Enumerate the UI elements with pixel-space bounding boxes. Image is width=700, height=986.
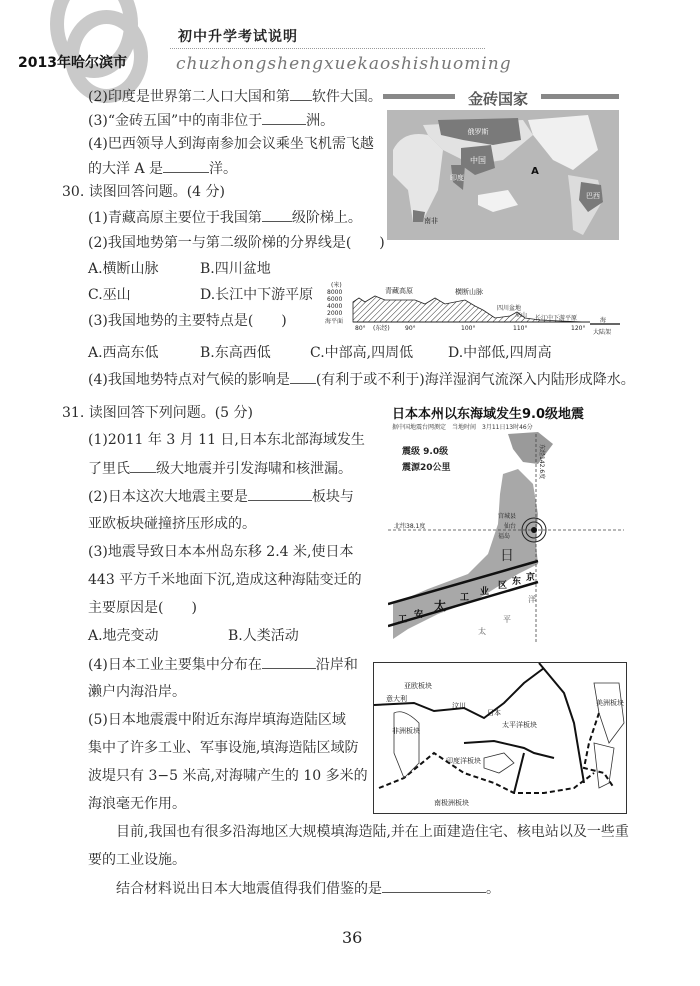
belt-char: 太 [434,599,447,613]
label-italy: 意大利 [386,695,407,703]
label-sichuan-basin: 四川盆地 [497,305,522,312]
q31-part1-cont [88,458,352,479]
label-yangtze-plain: 长江中下游平原 [535,315,578,322]
q31-part3-cont: 443 平方千米地面下沉,造成这种海陆变迁的 [88,572,362,588]
japan-earthquake-map [388,404,624,646]
text: (4)我国地势特点对气候的影响是 [88,372,290,388]
answer-blank[interactable] [262,110,306,125]
answer-blank[interactable] [262,654,316,669]
q31-part3-cont2: 主要原因是( ) [88,600,197,616]
text: (1)青藏高原主要位于我国第 [88,210,262,226]
ocean-char: 太 [478,627,486,636]
q31-part2-cont: 亚欧板块碰撞挤压形成的。 [88,516,256,532]
q31-part5-line1: (5)日本地震震中附近东海岸填海造陆区域 [88,712,346,728]
q30-part2: (2)我国地势第一与第二级阶梯的分界线是( ) [88,235,385,251]
q30-p3-option-c[interactable]: C.中部高,四周低 [310,345,414,361]
header-year-city: 2013年哈尔滨市 [18,55,127,71]
belt-char: 京 [526,573,536,583]
material-line2: 要的工业设施。 [88,852,186,868]
label-wushan: 巫山 [515,312,528,319]
text: 级大地震并引发海啸和核泄漏。 [156,461,352,477]
q30-part1 [88,207,362,228]
q30-option-d[interactable]: D.长江中下游平原 [200,287,314,303]
x-tick: 120° [571,325,586,332]
text: 板块与 [311,489,354,505]
label-india: 印度 [450,174,464,182]
label-brazil: 巴西 [586,192,600,200]
text: 结合材料说出日本大地震值得我们借鉴的是 [116,881,382,897]
plate-boundary [514,753,524,793]
title-bar-left [383,94,455,99]
answer-blank[interactable] [290,86,312,101]
answer-blank[interactable] [130,458,156,473]
plate-boundary [539,663,584,783]
belt-char: 安 [414,610,424,620]
page-number: 36 [342,928,363,947]
text: 级阶梯上。 [291,210,362,226]
answer-blank[interactable] [290,369,316,384]
label-african-plate: 非洲板块 [392,727,420,735]
epicenter-icon [531,527,537,533]
q30-p3-option-d[interactable]: D.中部低,四周高 [448,345,552,361]
header-pinyin: chuzhongshengxuekaoshishuoming [176,54,512,74]
map-subtitle: 据中国地震台网测定 当地时间 3月11日13时46分 [392,424,533,431]
text: (有利于或不利于)海洋湿润气流深入内陆形成降水。 [315,372,635,388]
q31-part5-line2: 集中了许多工业、军事设施,填海造陆区域防 [88,740,359,756]
q30-option-c[interactable]: C.巫山 [88,287,131,303]
text: 洲。 [306,113,335,129]
q31-part4 [88,654,358,675]
q29-part4-cont [88,158,237,179]
city-sendai: 仙台 [504,523,517,530]
text: (3)“金砖五国”中的南非位于 [88,113,263,129]
plate-boundary [464,741,554,758]
text: (2)日本这次大地震主要是 [88,489,248,505]
text: 了里氏 [88,461,130,477]
terrain-profile-chart [325,280,620,342]
hokkaido-land [508,432,553,464]
text: 。 [486,881,500,897]
map-title: 金砖国家 [467,90,529,108]
text: (2)印度是世界第二人口大国和第 [88,89,290,105]
q29-part4: (4)巴西领导人到海南参加会议乘坐飞机需飞越 [88,136,374,152]
text: (4)日本工业主要集中分布在 [88,657,262,673]
q31-final [116,878,500,899]
label-sea: 海 [600,317,607,324]
longitude-label: 东经142.6度 [538,444,545,480]
map-title: 日本本州以东海域发生9.0级地震 [392,407,585,422]
label-shelf: 大陆架 [593,329,612,336]
text: 洋。 [209,161,238,177]
brics-map [383,90,621,242]
city-fukushima: 福岛 [498,533,511,540]
x-tick: 90° [405,325,416,332]
belt-char: 东 [512,577,522,587]
belt-char: 工 [398,615,408,625]
label-antarctic-plate: 南极洲板块 [434,799,469,807]
label-eurasian-plate: 亚欧板块 [404,682,432,690]
q30-option-b[interactable]: B.四川盆地 [200,261,271,277]
answer-blank[interactable] [262,207,292,222]
label-indian-ocean-plate: 印度洋板块 [446,757,481,765]
label-japan: 日本 [487,709,501,717]
x-tick: 100° [461,325,476,332]
y-tick: 8000 [327,289,343,296]
q30-p3-option-b[interactable]: B.东高西低 [200,345,271,361]
label-qinghai-tibet: 青藏高原 [385,287,413,295]
title-bar-right [541,94,619,99]
y-unit: (米) [331,282,342,289]
y-tick: 海平面 [325,318,344,325]
plate-tectonics-map [373,662,627,814]
header-title: 初中升学考试说明 [178,29,298,45]
label-russia: 俄罗斯 [467,128,489,136]
q31-stem: 31. 读图回答下列问题。(5 分) [62,405,253,421]
label-hengduan: 横断山脉 [455,288,483,296]
latitude-label: 北纬38.1度 [394,523,426,530]
q31-part1: (1)2011 年 3 月 11 日,日本东北部海域发生 [88,432,365,448]
australia-outline [484,753,514,773]
header-divider [170,48,485,49]
plate-boundary [374,668,544,718]
ocean-char: 洋 [528,595,536,604]
q31-option-b[interactable]: B.人类活动 [228,628,299,644]
plate-boundary-dashed [379,753,594,793]
q31-part3: (3)地震导致日本本州岛东移 2.4 米,使日本 [88,544,354,560]
belt-char: 区 [498,581,508,591]
label-american-plate: 美洲板块 [596,699,624,707]
q30-part3: (3)我国地势的主要特点是( ) [88,313,287,329]
ocean-char: 平 [503,615,511,624]
q31-part2 [88,486,354,507]
x-tick: 80° [355,325,366,332]
q31-part4-cont: 濑户内海沿岸。 [88,684,186,700]
q31-part5-line3: 波堤只有 3−5 米高,对海啸产生的 10 多米的 [88,768,368,784]
city-miyagi: 宫城县 [498,513,517,520]
label-pacific-plate: 太平洋板块 [502,721,537,729]
south-america-outline [594,743,614,788]
label-wenchuan: 汶川 [452,702,466,710]
material-line1: 目前,我国也有很多沿海地区大规模填海造陆,并在上面建造住宅、核电站以及一些重 [116,824,629,840]
country-label: 日 [500,548,514,564]
q31-part5-line4: 海浪毫无作用。 [88,796,186,812]
belt-char: 业 [480,587,490,597]
q30-option-a[interactable]: A.横断山脉 [88,261,159,277]
belt-char: 工 [460,593,470,603]
depth-label: 震源20公里 [402,463,451,473]
label-china: 中国 [470,156,486,165]
y-tick: 6000 [327,296,343,303]
x-tick: (东经) [373,325,390,332]
q30-part4 [88,369,635,390]
x-tick: 110° [513,325,528,332]
y-tick: 4000 [327,303,343,310]
y-tick: 2000 [327,310,343,317]
q29-part2 [88,86,382,107]
q30-stem: 30. 读图回答问题。(4 分) [62,184,225,200]
q30-p3-option-a[interactable]: A.西高东低 [88,345,159,361]
label-ocean-a: A [531,166,539,177]
text: 的大洋 A 是 [88,161,164,177]
answer-blank[interactable] [248,486,312,501]
label-south-africa: 南非 [424,217,438,225]
answer-blank[interactable] [163,158,209,173]
q31-option-a[interactable]: A.地壳变动 [88,628,159,644]
text: 软件大国。 [311,89,382,105]
text: 沿岸和 [315,657,358,673]
answer-blank[interactable] [382,878,486,893]
magnitude-label: 震级 9.0级 [402,447,449,457]
q29-part3 [88,110,334,131]
